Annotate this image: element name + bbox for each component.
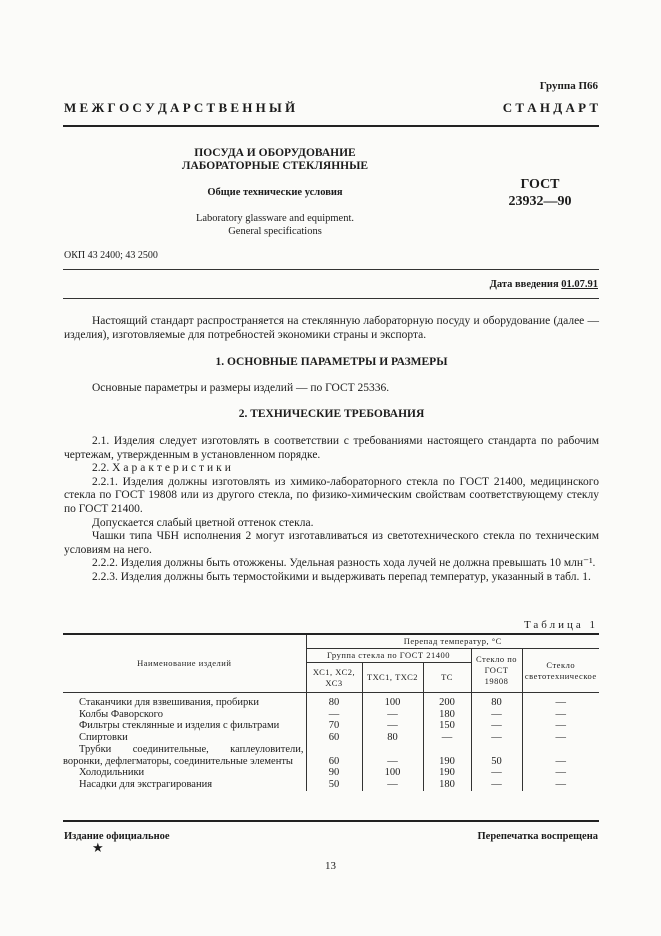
clause-2-2-3: 2.2.3. Изделия должны быть термостойкими и выдерживать перепад температур, указанный в табл. 1. — [92, 570, 591, 583]
clause-2-2-2: 2.2.2. Изделия должны быть отожжены. Удельная разность хода лучей не должна превышать 10 млн⁻¹. — [92, 557, 596, 570]
temperature-table — [63, 633, 599, 791]
official-edition-label: Издание официальное — [64, 831, 170, 842]
cups-note: Чашки типа ЧБН исполнения 2 могут изготавливаться из светотехнического стекла по техническим условиям на него. — [64, 530, 599, 556]
cell-g19808: 80 — [471, 693, 522, 709]
section-2-body — [64, 435, 599, 585]
cell-txc: — — [362, 779, 423, 791]
cell-light: — — [522, 693, 599, 709]
intro-date-label: Дата введения — [489, 279, 559, 290]
cell-light: — — [522, 720, 599, 732]
header-rule — [63, 269, 599, 270]
banner-word-interstate: М Е Ж Г О С У Д А Р С Т В Е Н Н Ы Й — [64, 100, 296, 115]
cell-xc: 60 — [306, 744, 362, 767]
col-header-tc: ТС — [423, 663, 471, 693]
cell-xc: 70 — [306, 720, 362, 732]
cell-light: — — [522, 779, 599, 791]
title-line-1: ПОСУДА И ОБОРУДОВАНИЕ — [194, 147, 356, 159]
cell-g19808: — — [471, 779, 522, 791]
title-line-2: ЛАБОРАТОРНЫЕ СТЕКЛЯННЫЕ — [181, 160, 369, 172]
interstate-standard-banner — [64, 100, 598, 116]
star-icon: ★ — [92, 840, 104, 855]
section-1-body — [64, 382, 599, 396]
okp-code: ОКП 43 2400; 43 2500 — [64, 250, 158, 261]
table-caption: Таблица 1 — [523, 619, 598, 631]
section-2-heading: 2. ТЕХНИЧЕСКИЕ ТРЕБОВАНИЯ — [238, 408, 425, 420]
cell-g19808: — — [471, 709, 522, 721]
cell-xc: 60 — [306, 732, 362, 744]
row-name: Холодильники — [79, 767, 145, 779]
cell-tc: 190 — [423, 744, 471, 767]
cell-light: — — [522, 732, 599, 744]
cell-light: — — [522, 709, 599, 721]
intro-date — [490, 279, 598, 290]
gost-number: 23932—90 — [508, 194, 572, 209]
banner-word-standard: С Т А Н Д А Р Т — [502, 100, 598, 115]
table-row — [63, 744, 599, 767]
clause-2-1: 2.1. Изделия следует изготовлять в соответствии с требованиями настоящего стандарта по рабочим чертежам, утвержденным в установленном порядке. — [64, 435, 599, 461]
row-name: Спиртовки — [79, 732, 128, 744]
section-1-heading: 1. ОСНОВНЫЕ ПАРАМЕТРЫ И РАЗМЕРЫ — [215, 356, 448, 368]
cell-tc: 200 — [423, 693, 471, 709]
gost-designation — [490, 176, 590, 210]
col-header-xc: ХС1, ХС2, ХС3 — [306, 663, 362, 693]
cell-g19808: — — [471, 732, 522, 744]
intro-text: Настоящий стандарт распространяется на стеклянную лабораторную посуду и оборудование (далее — изделия), изготовляемые для потребностей экономики страны и экспорта. — [64, 315, 599, 341]
tint-note: Допускается слабый цветной оттенок стекла. — [92, 516, 314, 529]
cell-light: — — [522, 744, 599, 767]
table-row — [63, 720, 599, 732]
gost-label: ГОСТ — [520, 177, 560, 192]
clause-2-2-num: 2.2. — [92, 462, 110, 475]
cell-txc: — — [362, 744, 423, 767]
intro-date-value: 01.07.91 — [561, 279, 598, 290]
cell-txc: — — [362, 720, 423, 732]
cell-tc: 180 — [423, 709, 471, 721]
table-row — [63, 693, 599, 709]
row-name: Насадки для экстрагирования — [79, 778, 213, 790]
table-row — [63, 709, 599, 721]
cell-g19808: — — [471, 767, 522, 779]
row-name: Фильтры стеклянные и изделия с фильтрами — [79, 720, 280, 732]
english-title-line-1: Laboratory glassware and equipment. — [195, 213, 355, 224]
top-rule — [63, 125, 599, 127]
col-header-name: Наименование изделий — [63, 634, 306, 693]
table-row — [63, 779, 599, 791]
row-name: Колбы Фаворского — [79, 708, 163, 720]
cell-g19808: 50 — [471, 744, 522, 767]
clause-2-2 — [64, 462, 599, 476]
cell-txc: 80 — [362, 732, 423, 744]
document-title — [150, 147, 400, 173]
group-code: Группа П66 — [539, 80, 598, 92]
cell-txc: 100 — [362, 693, 423, 709]
document-subtitle: Общие технические условия — [207, 187, 343, 198]
cell-tc: 150 — [423, 720, 471, 732]
cell-xc: 50 — [306, 779, 362, 791]
cell-tc: — — [423, 732, 471, 744]
intro-date-rule — [63, 298, 599, 299]
col-header-delta: Перепад температур, °С — [306, 634, 599, 649]
clause-2-2-1: 2.2.1. Изделия должны изготовлять из химико-лабораторного стекла по ГОСТ 21400, медицинского стекла по ГОСТ 19808 или из другого стекла, по физико-химическим свойствам соответствующему стеклу по ГОСТ 21400. — [64, 475, 599, 515]
footer-rule — [63, 820, 599, 822]
page-number: 13 — [325, 860, 336, 872]
table-row — [63, 767, 599, 779]
cell-xc: 80 — [306, 693, 362, 709]
cell-txc: — — [362, 709, 423, 721]
row-name: Стаканчики для взвешивания, пробирки — [79, 697, 259, 708]
cell-g19808: — — [471, 720, 522, 732]
cell-txc: 100 — [362, 767, 423, 779]
col-header-txc: ТХС1, ТХС2 — [362, 663, 423, 693]
col-header-glass-19808: Стекло по ГОСТ 19808 — [471, 649, 522, 693]
cell-xc: 90 — [306, 767, 362, 779]
english-title-line-2: General specifications — [228, 226, 322, 237]
cell-tc: 180 — [423, 779, 471, 791]
table-row — [63, 732, 599, 744]
reprint-prohibited-label: Перепечатка воспрещена — [477, 831, 598, 842]
cell-tc: 190 — [423, 767, 471, 779]
section-1-text: Основные параметры и размеры изделий — по ГОСТ 25336. — [92, 382, 390, 394]
col-header-light: Стекло светотехническое — [522, 649, 599, 693]
intro-paragraph — [64, 315, 599, 342]
row-name: Трубки соединительные, каплеуловители, воронки, дефлегматоры, соединительные элементы — [63, 743, 304, 767]
clause-2-2-title: Характеристики — [112, 462, 234, 475]
cell-xc: — — [306, 709, 362, 721]
english-title — [150, 212, 400, 238]
cell-light: — — [522, 767, 599, 779]
col-header-group: Группа стекла по ГОСТ 21400 — [306, 649, 471, 663]
